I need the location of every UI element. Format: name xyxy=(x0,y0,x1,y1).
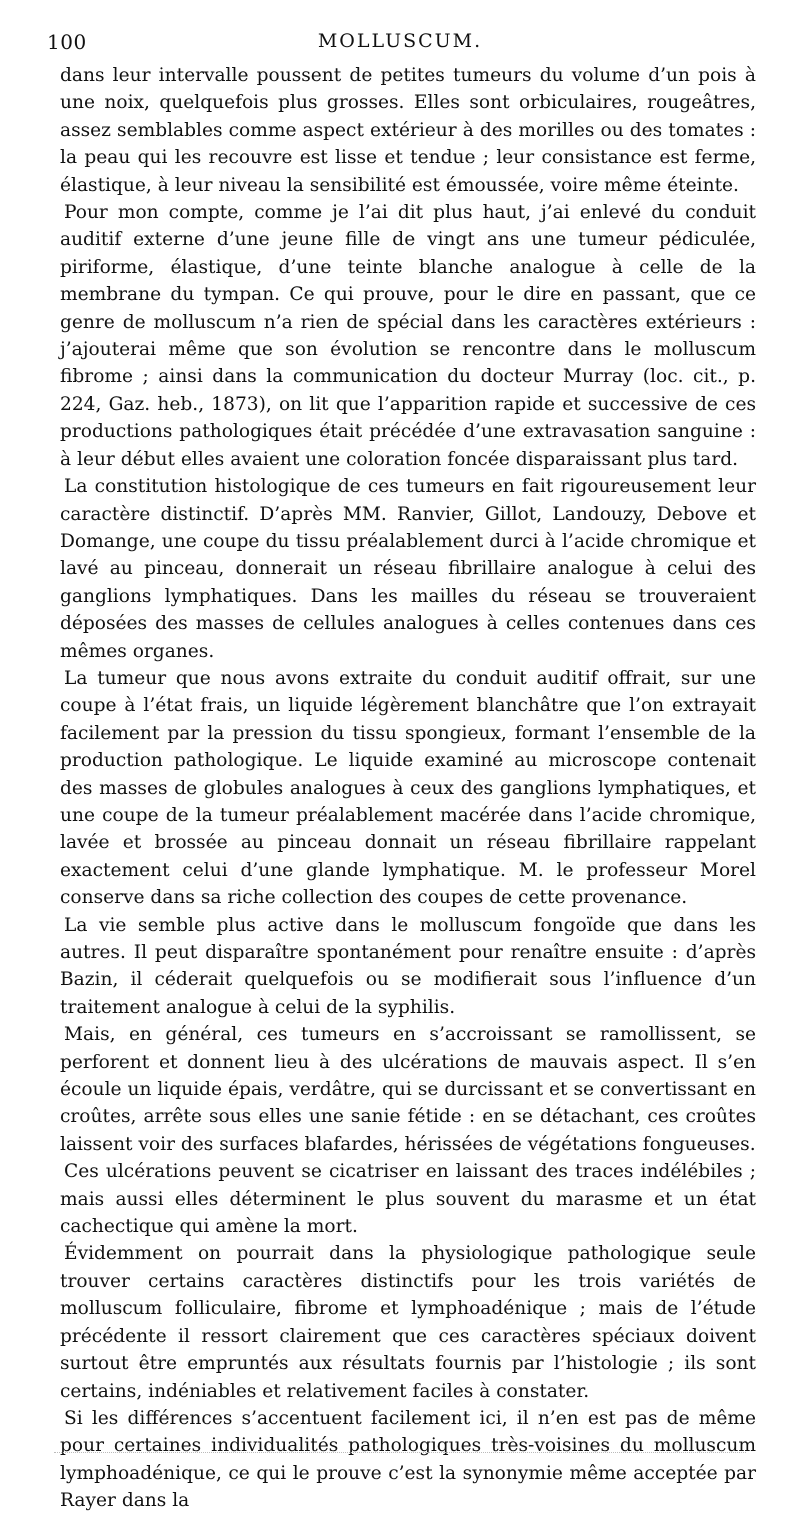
paragraph-5: La vie semble plus active dans le molluscum fongoïde que dans les autres. Il peut disparaître spontanément pour renaître ensuite : d’après Bazin, il céderait quelquefois ou se modifierait sous l’influence d’un traitement analogue à celui de la syphilis. xyxy=(60,914,756,1018)
paragraph-2: Pour mon compte, comme je l’ai dit plus haut, j’ai enlevé du conduit auditif externe d’une jeune fille de vingt ans une tumeur pédiculée, piriforme, élastique, d’une teinte blanche analogue à celle de la membrane du tympan. Ce qui prouve, pour le dire en passant, que ce genre de molluscum n’a rien de spécial dans les caractères extérieurs : j’ajouterai même que son évolution se rencontre dans le molluscum fibrome ; ainsi dans la communication du docteur Murray (loc. cit., p. 224, Gaz. heb., 1873), on lit que l’apparition rapide et successive de ces productions pathologiques était précédée d’une extravasation sanguine : à leur début elles avaient une coloration foncée disparaissant plus tard. xyxy=(60,202,756,470)
body-text xyxy=(60,62,756,1515)
page-number: 100 xyxy=(47,30,87,54)
running-title: MOLLUSCUM. xyxy=(317,30,483,52)
paragraph-7: Ces ulcérations peuvent se cicatriser en laissant des traces indélébiles ; mais aussi elles déterminent le plus souvent du marasme et un état cachectique qui amène la mort. xyxy=(60,1161,756,1238)
page-header xyxy=(47,30,753,60)
paragraph-4: La tumeur que nous avons extraite du conduit auditif offrait, sur une coupe à l’état frais, un liquide légèrement blanchâtre que l’on extrayait facilement par la pression du tissu spongieux, formant l’ensemble de la production pathologique. Le liquide examiné au microscope contenait des masses de globules analogues à ceux des ganglions lymphatiques, et une coupe de la tumeur préalablement macérée dans l’acide chromique, lavée et brossée au pinceau donnait un réseau fibrillaire rappelant exactement celui d’une glande lymphatique. M. le professeur Morel conserve dans sa riche collection des coupes de cette provenance. xyxy=(60,667,756,909)
bottom-dotted-rule xyxy=(54,1452,746,1453)
paragraph-3: La constitution histologique de ces tumeurs en fait rigoureusement leur caractère distinctif. D’après MM. Ranvier, Gillot, Landouzy, Debove et Domange, une coupe du tissu préalablement durci à l’acide chromique et lavé au pinceau, donnerait un réseau fibrillaire analogue à celui des ganglions lymphatiques. Dans les mailles du réseau se trouveraient déposées des masses de cellules analogues à celles contenues dans ces mêmes organes. xyxy=(60,476,756,662)
paragraph-1: dans leur intervalle poussent de petites tumeurs du volume d’un pois à une noix, quelquefois plus grosses. Elles sont orbiculaires, rougeâtres, assez semblables comme aspect extérieur à des morilles ou des tomates : la peau qui les recouvre est lisse et tendue ; leur consistance est ferme, élastique, à leur niveau la sensibilité est émoussée, voire même éteinte. xyxy=(60,65,756,196)
paragraph-6: Mais, en général, ces tumeurs en s’accroissant se ramollissent, se perforent et donnent lieu à des ulcérations de mauvais aspect. Il s’en écoule un liquide épais, verdâtre, qui se durcissant et se convertissant en croûtes, arrête sous elles une sanie fétide : en se détachant, ces croûtes laissent voir des surfaces blafardes, hérissées de végétations fongueuses. xyxy=(60,1024,756,1155)
paragraph-9: Si les différences s’accentuent facilement ici, il n’en est pas de même pour certaines individualités pathologiques très-voisines du molluscum lymphoadénique, ce qui le prouve c’est la synonymie même acceptée par Rayer dans la xyxy=(60,1407,756,1512)
paragraph-8: Évidemment on pourrait dans la physiologique pathologique seule trouver certains caractères distinctifs pour les trois variétés de molluscum folliculaire, fibrome et lymphoadénique ; mais de l’étude précédente il ressort clairement que ces caractères spéciaux doivent surtout être empruntés aux résultats fournis par l’histologie ; ils sont certains, indéniables et relativement faciles à constater. xyxy=(60,1243,756,1402)
